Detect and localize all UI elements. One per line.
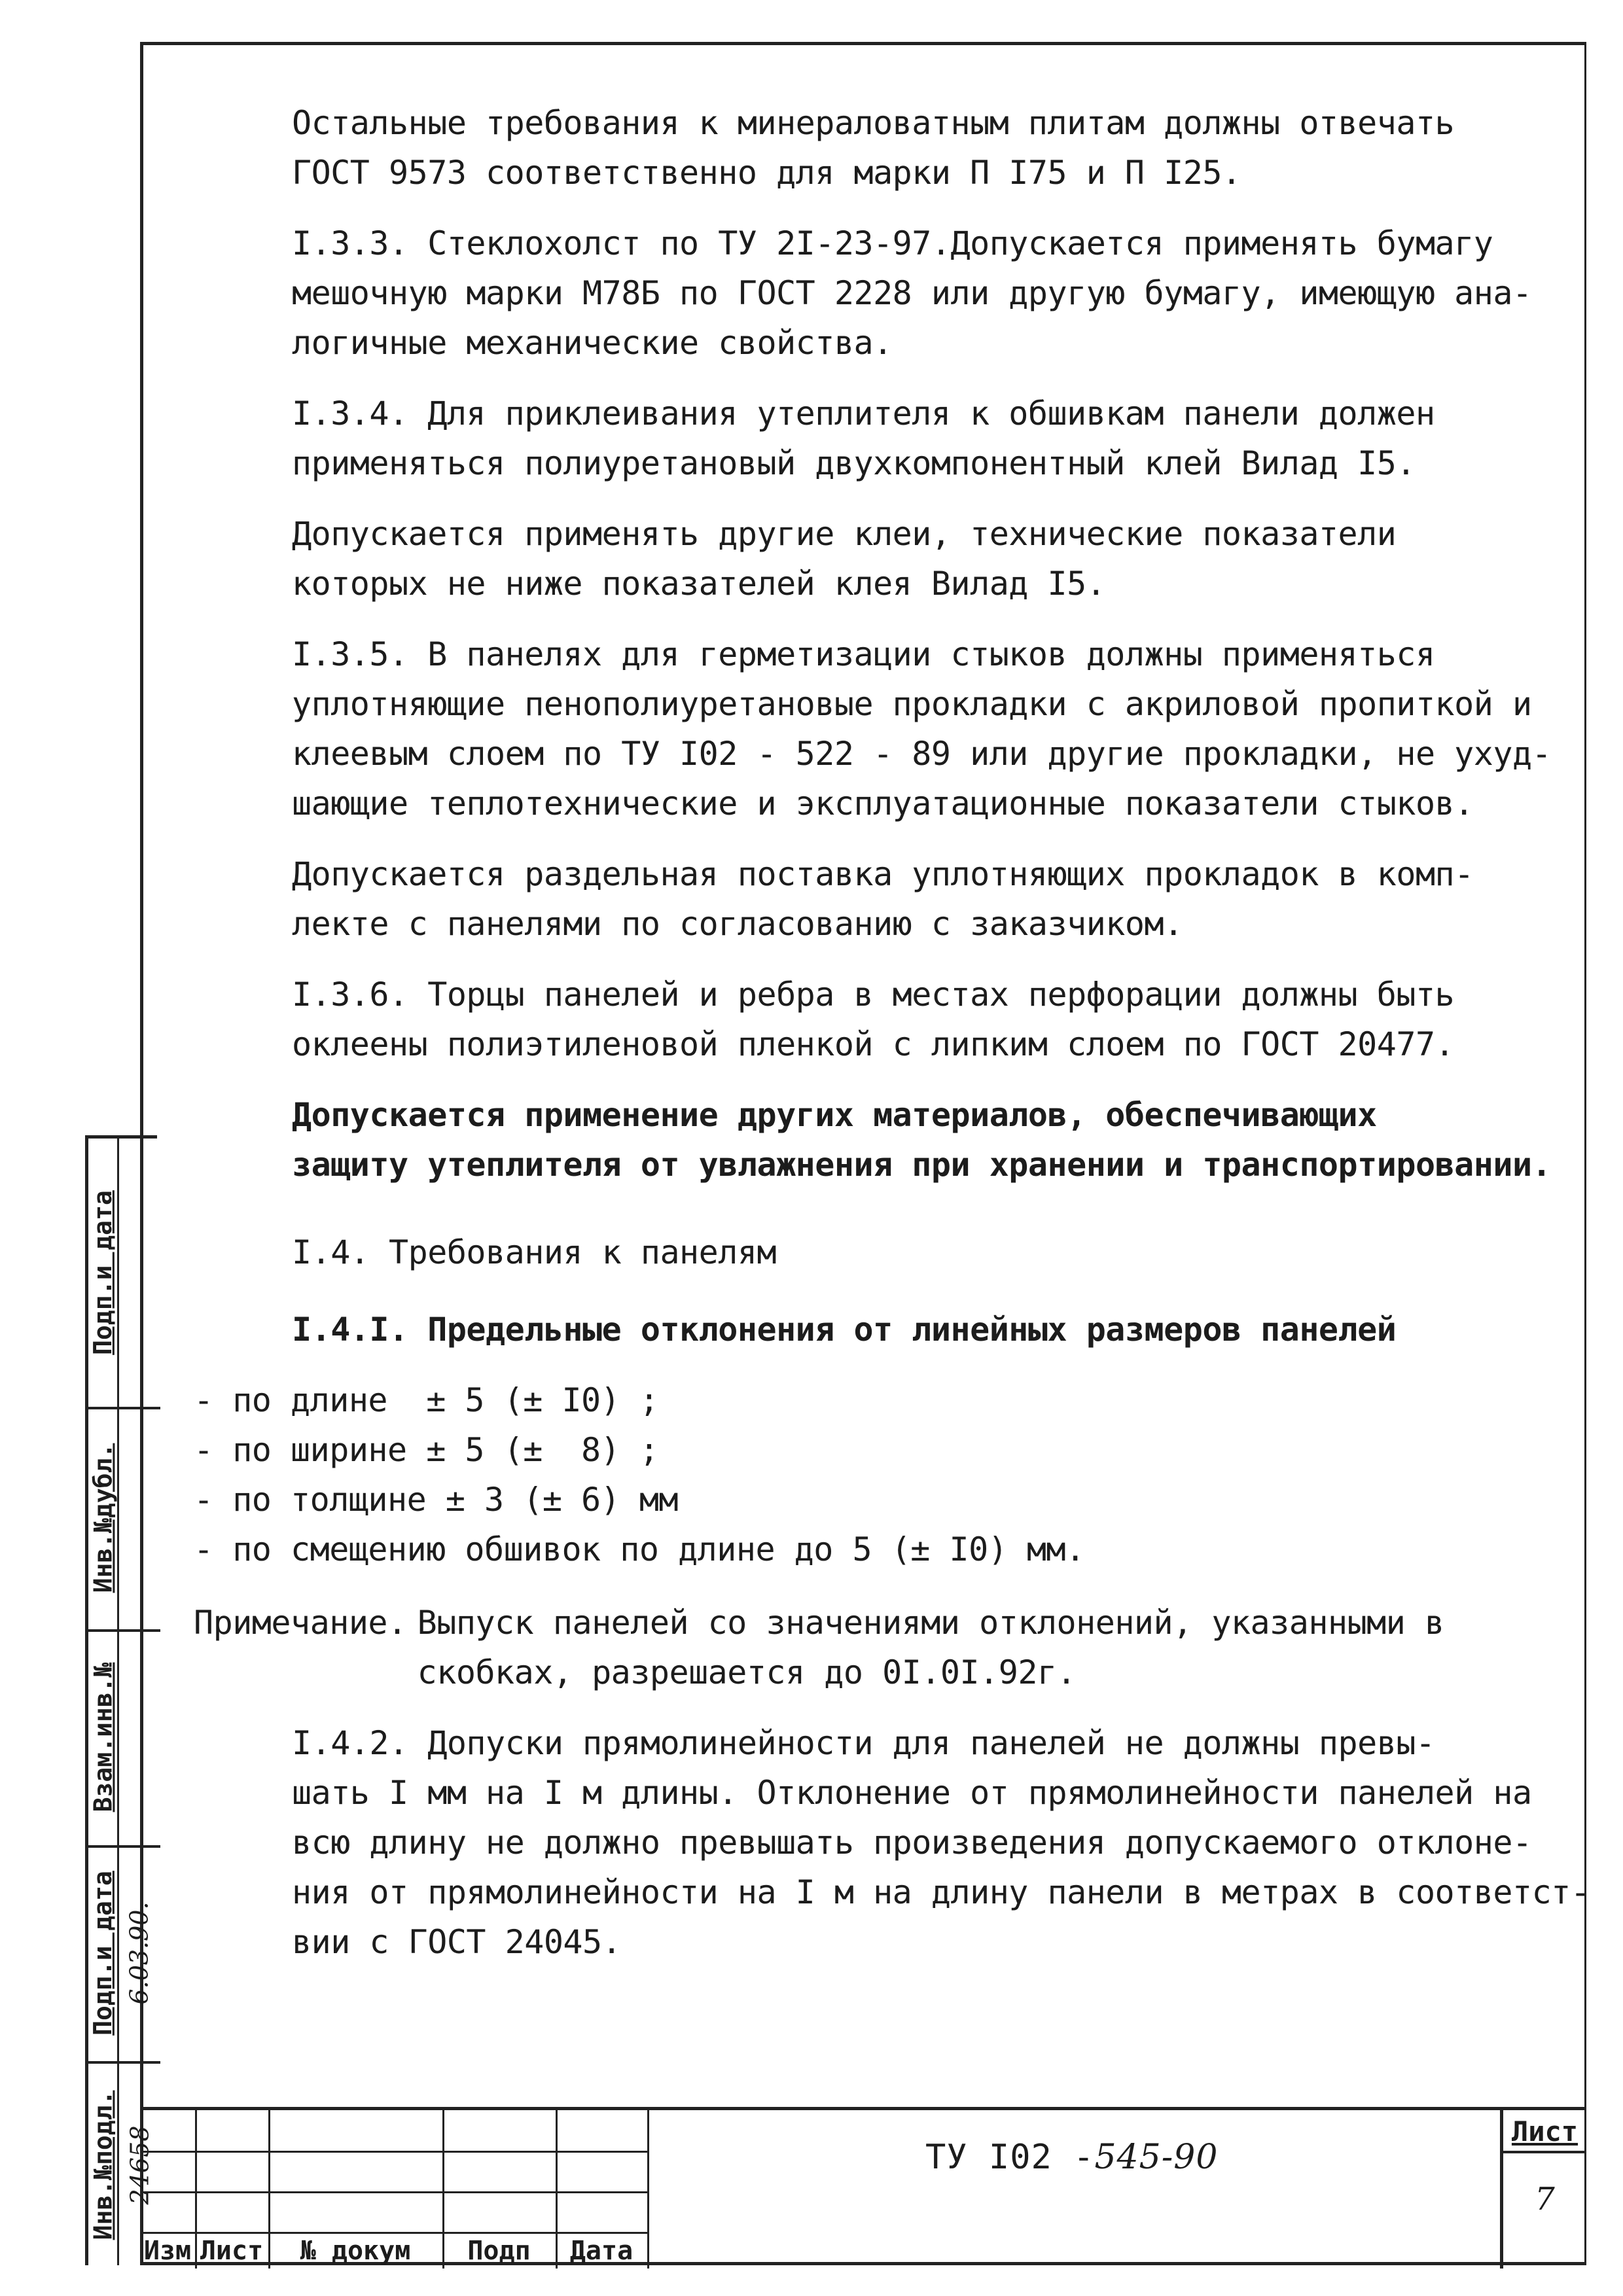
side-handwritten-date: 6.03.90.	[125, 1901, 154, 2005]
paragraph-line: I.3.3. Стеклохолст по ТУ 2I-23-97.Допускается применять бумагу	[292, 224, 1493, 262]
side-label-replace-inv: Взам.инв.№	[88, 1662, 117, 1812]
paragraph-line: шающие теплотехнические и эксплуатационные показатели стыков.	[292, 785, 1474, 822]
side-label-orig-inv: Инв.№подл.	[88, 2090, 117, 2240]
paragraph	[194, 1718, 1590, 1967]
document-body	[194, 98, 1590, 1988]
paragraph-line: Допускается применение других материалов, обеспечивающих	[292, 1096, 1377, 1134]
header-doc-number: № докум	[300, 2236, 411, 2266]
paragraph-line: защиту утеплителя от увлажнения при хранении и транспортировании.	[292, 1146, 1552, 1184]
header-change: Изм	[143, 2236, 192, 2266]
paragraph	[194, 98, 1535, 198]
side-handwritten-inv: 24658	[125, 2125, 154, 2204]
paragraph	[194, 629, 1552, 828]
paragraph-line: шать I мм на I м длины. Отклонение от прямолинейности панелей на	[292, 1774, 1532, 1812]
document-code	[925, 2138, 1218, 2177]
side-label-sign-date-1: Подп.и дата	[88, 1190, 118, 1355]
doc-code-typed: ТУ I02 -	[925, 2138, 1095, 2177]
paragraph-line: ГОСТ 9573 соответственно для марки П I75 и П I25.	[292, 154, 1241, 192]
paragraph	[194, 849, 1535, 949]
paragraph-line: I.3.4. Для приклеивания утеплителя к обшивкам панели должен	[292, 395, 1435, 433]
paragraph	[194, 970, 1535, 1069]
note-line: Выпуск панелей со значениями отклонений, указанными в	[417, 1604, 1444, 1642]
side-label-dup-inv: Инв.№дубл.	[88, 1443, 117, 1593]
paragraph-line: применяться полиуретановый двухкомпонентный клей Вилад I5.	[292, 444, 1416, 482]
paragraph-line: I.3.6. Торцы панелей и ребра в местах перфорации должны быть	[292, 976, 1455, 1014]
header-signature: Подп	[467, 2236, 531, 2266]
paragraph-line: которых не ниже показателей клея Вилад I5.	[292, 565, 1106, 603]
paragraph-line: Остальные требования к минераловатным плитам должны отвечать	[292, 104, 1455, 142]
subsection-heading: I.4.I. Предельные отклонения от линейных размеров панелей	[292, 1311, 1397, 1349]
paragraph-line: клеевым слоем по ТУ I02 - 522 - 89 или другие прокладки, не ухуд-	[292, 735, 1552, 773]
note-line: скобках, разрешается до 0I.0I.92г.	[417, 1653, 1077, 1691]
paragraph	[194, 389, 1535, 488]
paragraph	[194, 1090, 1552, 1190]
revision-grid	[140, 2110, 647, 2269]
paragraph-line: уплотняющие пенополиуретановые прокладки с акриловой пропиткой и	[292, 685, 1532, 723]
paragraph	[194, 509, 1535, 609]
paragraphs-top	[194, 98, 1552, 1190]
paragraph-line: мешочную марки М78Б по ГОСТ 2228 или другую бумагу, имеющую ана-	[292, 274, 1532, 312]
note-body	[407, 1598, 1535, 1697]
sheet-box	[1500, 2110, 1586, 2269]
doc-code-handwritten: 545-90	[1094, 2138, 1219, 2177]
paragraph-line: оклеены полиэтиленовой пленкой с липким слоем по ГОСТ 20477.	[292, 1025, 1455, 1063]
header-date: Дата	[569, 2236, 633, 2266]
paragraph-line: вии с ГОСТ 24045.	[292, 1923, 622, 1961]
tolerance-item: - по толщине ± 3 (± 6) мм	[194, 1481, 679, 1519]
paragraph-line: всю длину не должно превышать произведения допускаемого отклоне-	[292, 1824, 1532, 1862]
paragraph-line: Допускается раздельная поставка уплотняющих прокладок в комп-	[292, 855, 1474, 893]
tolerance-item: - по ширине ± 5 (± 8) ;	[194, 1431, 659, 1469]
header-sheet: Лист	[200, 2236, 264, 2266]
note-label: Примечание.	[194, 1604, 407, 1642]
sheet-label: Лист	[1511, 2115, 1578, 2147]
paragraph-line: ния от прямолинейности на I м на длину панели в метрах в соответст-	[292, 1873, 1590, 1911]
side-label-sign-date-2: Подп.и дата	[88, 1871, 118, 2036]
tolerance-item: - по смещению обшивок по длине до 5 (± I0) мм.	[194, 1530, 1085, 1568]
paragraph-line: I.4.2. Допуски прямолинейности для панелей не должны превы-	[292, 1724, 1435, 1762]
paragraph	[194, 219, 1535, 368]
section-heading: I.4. Требования к панелям	[292, 1233, 777, 1271]
tolerance-item: - по длине ± 5 (± I0) ;	[194, 1381, 659, 1419]
tolerance-list	[194, 1375, 1535, 1574]
paragraphs-bottom	[194, 1718, 1590, 1967]
note	[194, 1598, 1535, 1697]
sheet-number: 7	[1535, 2181, 1555, 2217]
paragraph-line: Допускается применять другие клеи, технические показатели	[292, 515, 1397, 553]
side-stamp	[85, 1135, 157, 2265]
title-block	[140, 2107, 1586, 2265]
paragraph-line: лекте с панелями по согласованию с заказчиком.	[292, 905, 1183, 943]
paragraph-line: I.3.5. В панелях для герметизации стыков должны применяться	[292, 635, 1435, 673]
paragraph-line: логичные механические свойства.	[292, 324, 893, 362]
